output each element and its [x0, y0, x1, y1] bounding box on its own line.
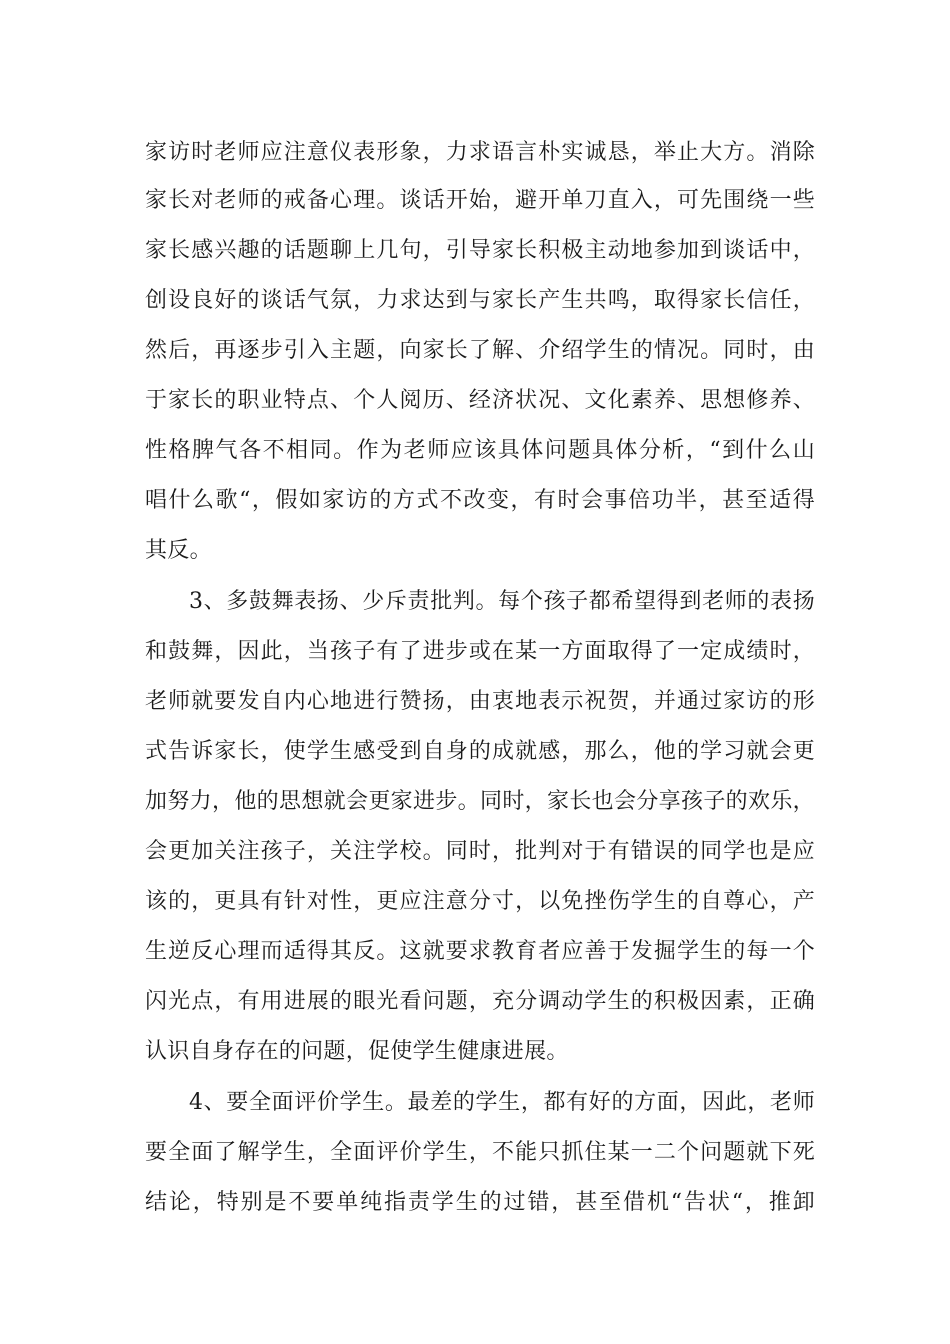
text-line: 于家长的职业特点、个人阅历、经济状况、文化素养、思想修养、 [145, 388, 815, 413]
paragraph-end-line: 其反。 [145, 538, 212, 563]
text-line: 要全面了解学生，全面评价学生，不能只抓住某一二个问题就下死 [145, 1140, 815, 1165]
text-line: 唱什么歌“，假如家访的方式不改变，有时会事倍功半，甚至适得 [145, 488, 815, 513]
paragraph-3-first-line: 3、多鼓舞表扬、少斥责批判。每个孩子都希望得到老师的表扬 [189, 589, 815, 614]
text-line: 结论，特别是不要单纯指责学生的过错，甚至借机“告状“，推卸 [145, 1190, 815, 1215]
text-line: 家长感兴趣的话题聊上几句，引导家长积极主动地参加到谈话中， [145, 238, 815, 263]
text-line: 然后，再逐步引入主题，向家长了解、介绍学生的情况。同时，由 [145, 338, 815, 363]
paragraph-end-line: 认识自身存在的问题，促使学生健康进展。 [145, 1039, 569, 1064]
text-line: 老师就要发自内心地进行赞扬，由衷地表示祝贺，并通过家访的形 [145, 689, 815, 714]
text-line: 闪光点，有用进展的眼光看问题，充分调动学生的积极因素，正确 [145, 989, 815, 1014]
text-line: 创设良好的谈话气氛，力求达到与家长产生共鸣，取得家长信任， [145, 288, 815, 313]
text-line: 和鼓舞，因此，当孩子有了进步或在某一方面取得了一定成绩时， [145, 639, 815, 664]
text-line: 家访时老师应注意仪表形象，力求语言朴实诚恳，举止大方。消除 [145, 140, 815, 165]
text-line: 加努力，他的思想就会更家进步。同时，家长也会分享孩子的欢乐， [145, 789, 815, 814]
text-line: 生逆反心理而适得其反。这就要求教育者应善于发掘学生的每一个 [145, 939, 815, 964]
text-line: 家长对老师的戒备心理。谈话开始，避开单刀直入，可先围绕一些 [145, 188, 815, 213]
text-line: 式告诉家长，使学生感受到自身的成就感，那么，他的学习就会更 [145, 739, 815, 764]
text-line: 会更加关注孩子，关注学校。同时，批判对于有错误的同学也是应 [145, 839, 815, 864]
paragraph-4-first-line: 4、要全面评价学生。最差的学生，都有好的方面，因此，老师 [189, 1090, 815, 1115]
text-line: 性格脾气各不相同。作为老师应该具体问题具体分析，“到什么山 [145, 438, 815, 463]
text-line: 该的，更具有针对性，更应注意分寸，以免挫伤学生的自尊心，产 [145, 889, 815, 914]
